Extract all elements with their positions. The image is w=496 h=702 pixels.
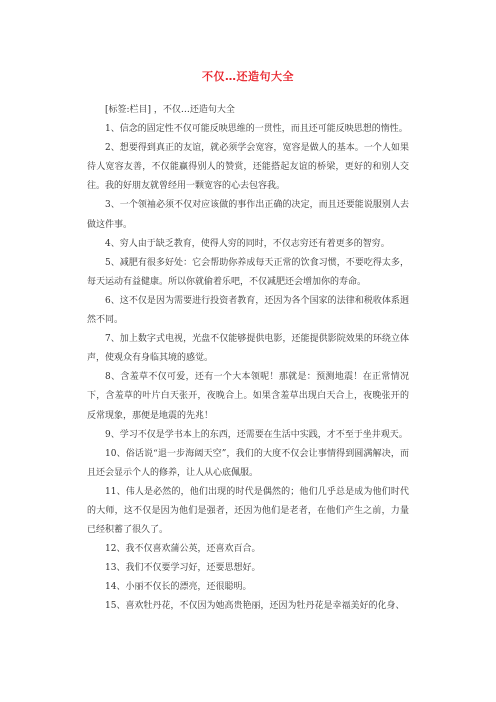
paragraph: 14、小丽不仅长的漂亮，还很聪明。 bbox=[105, 582, 252, 593]
paragraph: 15、喜欢牡丹花，不仅因为她高贵艳丽，还因为牡丹花是幸福美好的化身、 bbox=[105, 601, 405, 612]
paragraph: 5、减肥有很多好处：它会帮助你养成每天正常的饮食习惯，不要吃得太多，每天运动有益健康。所以你就偷着乐吧，不仅减肥还会增加你的寿命。 bbox=[87, 257, 409, 287]
paragraph: 2、想要得到真正的友谊，就必须学会宽容，宽容是做人的基本。一个人如果待人宽容友善，不仅能赢得别人的赞赏，还能搭起友谊的桥梁，更好的和别人交往。我的好朋友就曾经用一颗宽容的心去包容我。 bbox=[87, 143, 409, 192]
tag-line: [标签:栏目] ，不仅…还造句大全 bbox=[105, 105, 235, 115]
paragraph: 3、一个领袖必须不仅对应该做的事作出正确的决定，而且还要能说服别人去做这件事。 bbox=[87, 200, 409, 230]
paragraph: 12、我不仅喜欢蒲公英，还喜欢百合。 bbox=[105, 544, 261, 555]
paragraph: 4、穷人由于缺乏教育，使得人穷的同时，不仅志穷还有着更多的智穷。 bbox=[105, 238, 390, 249]
paragraph: 6、这不仅是因为需要进行投资者教育，还因为各个国家的法律和税收体系迥然不同。 bbox=[87, 295, 409, 326]
paragraph: 1、信念的固定性不仅可能反映思维的一贯性，而且还可能反映思想的惰性。 bbox=[105, 124, 408, 135]
paragraph: 10、俗话说“退一步海阔天空”，我们的大度不仅会让事情得到圆满解决，而且还会显示个人的修养，让人从心底佩服。 bbox=[87, 448, 409, 478]
paragraph: 9、学习不仅是学书本上的东西，还需要在生活中实践，才不至于坐井观天。 bbox=[105, 429, 408, 440]
paragraph: 13、我们不仅要学习好，还要思想好。 bbox=[105, 563, 261, 574]
paragraph: 7、加上数字式电视，光盘不仅能够提供电影，还能提供影院效果的环绕立体声，使观众有身临其境的感觉。 bbox=[87, 334, 409, 364]
paragraph: 11、伟人是必然的，他们出现的时代是偶然的；他们几乎总是成为他们时代的大师，这不仅是因为他们是强者，还因为他们是老者，在他们产生之前，力量已经积蓄了很久了。 bbox=[87, 486, 409, 536]
paragraph: 8、含羞草不仅可爱，还有一个大本领呢！那就是：预测地震！在正常情况下，含羞草的叶片白天张开，夜晚合上。如果含羞草出现白天合上，夜晚张开的反常现象，那便是地震的先兆！ bbox=[87, 372, 409, 421]
document-body bbox=[87, 101, 409, 617]
document-title: 不仅…还造句大全 bbox=[202, 70, 294, 83]
